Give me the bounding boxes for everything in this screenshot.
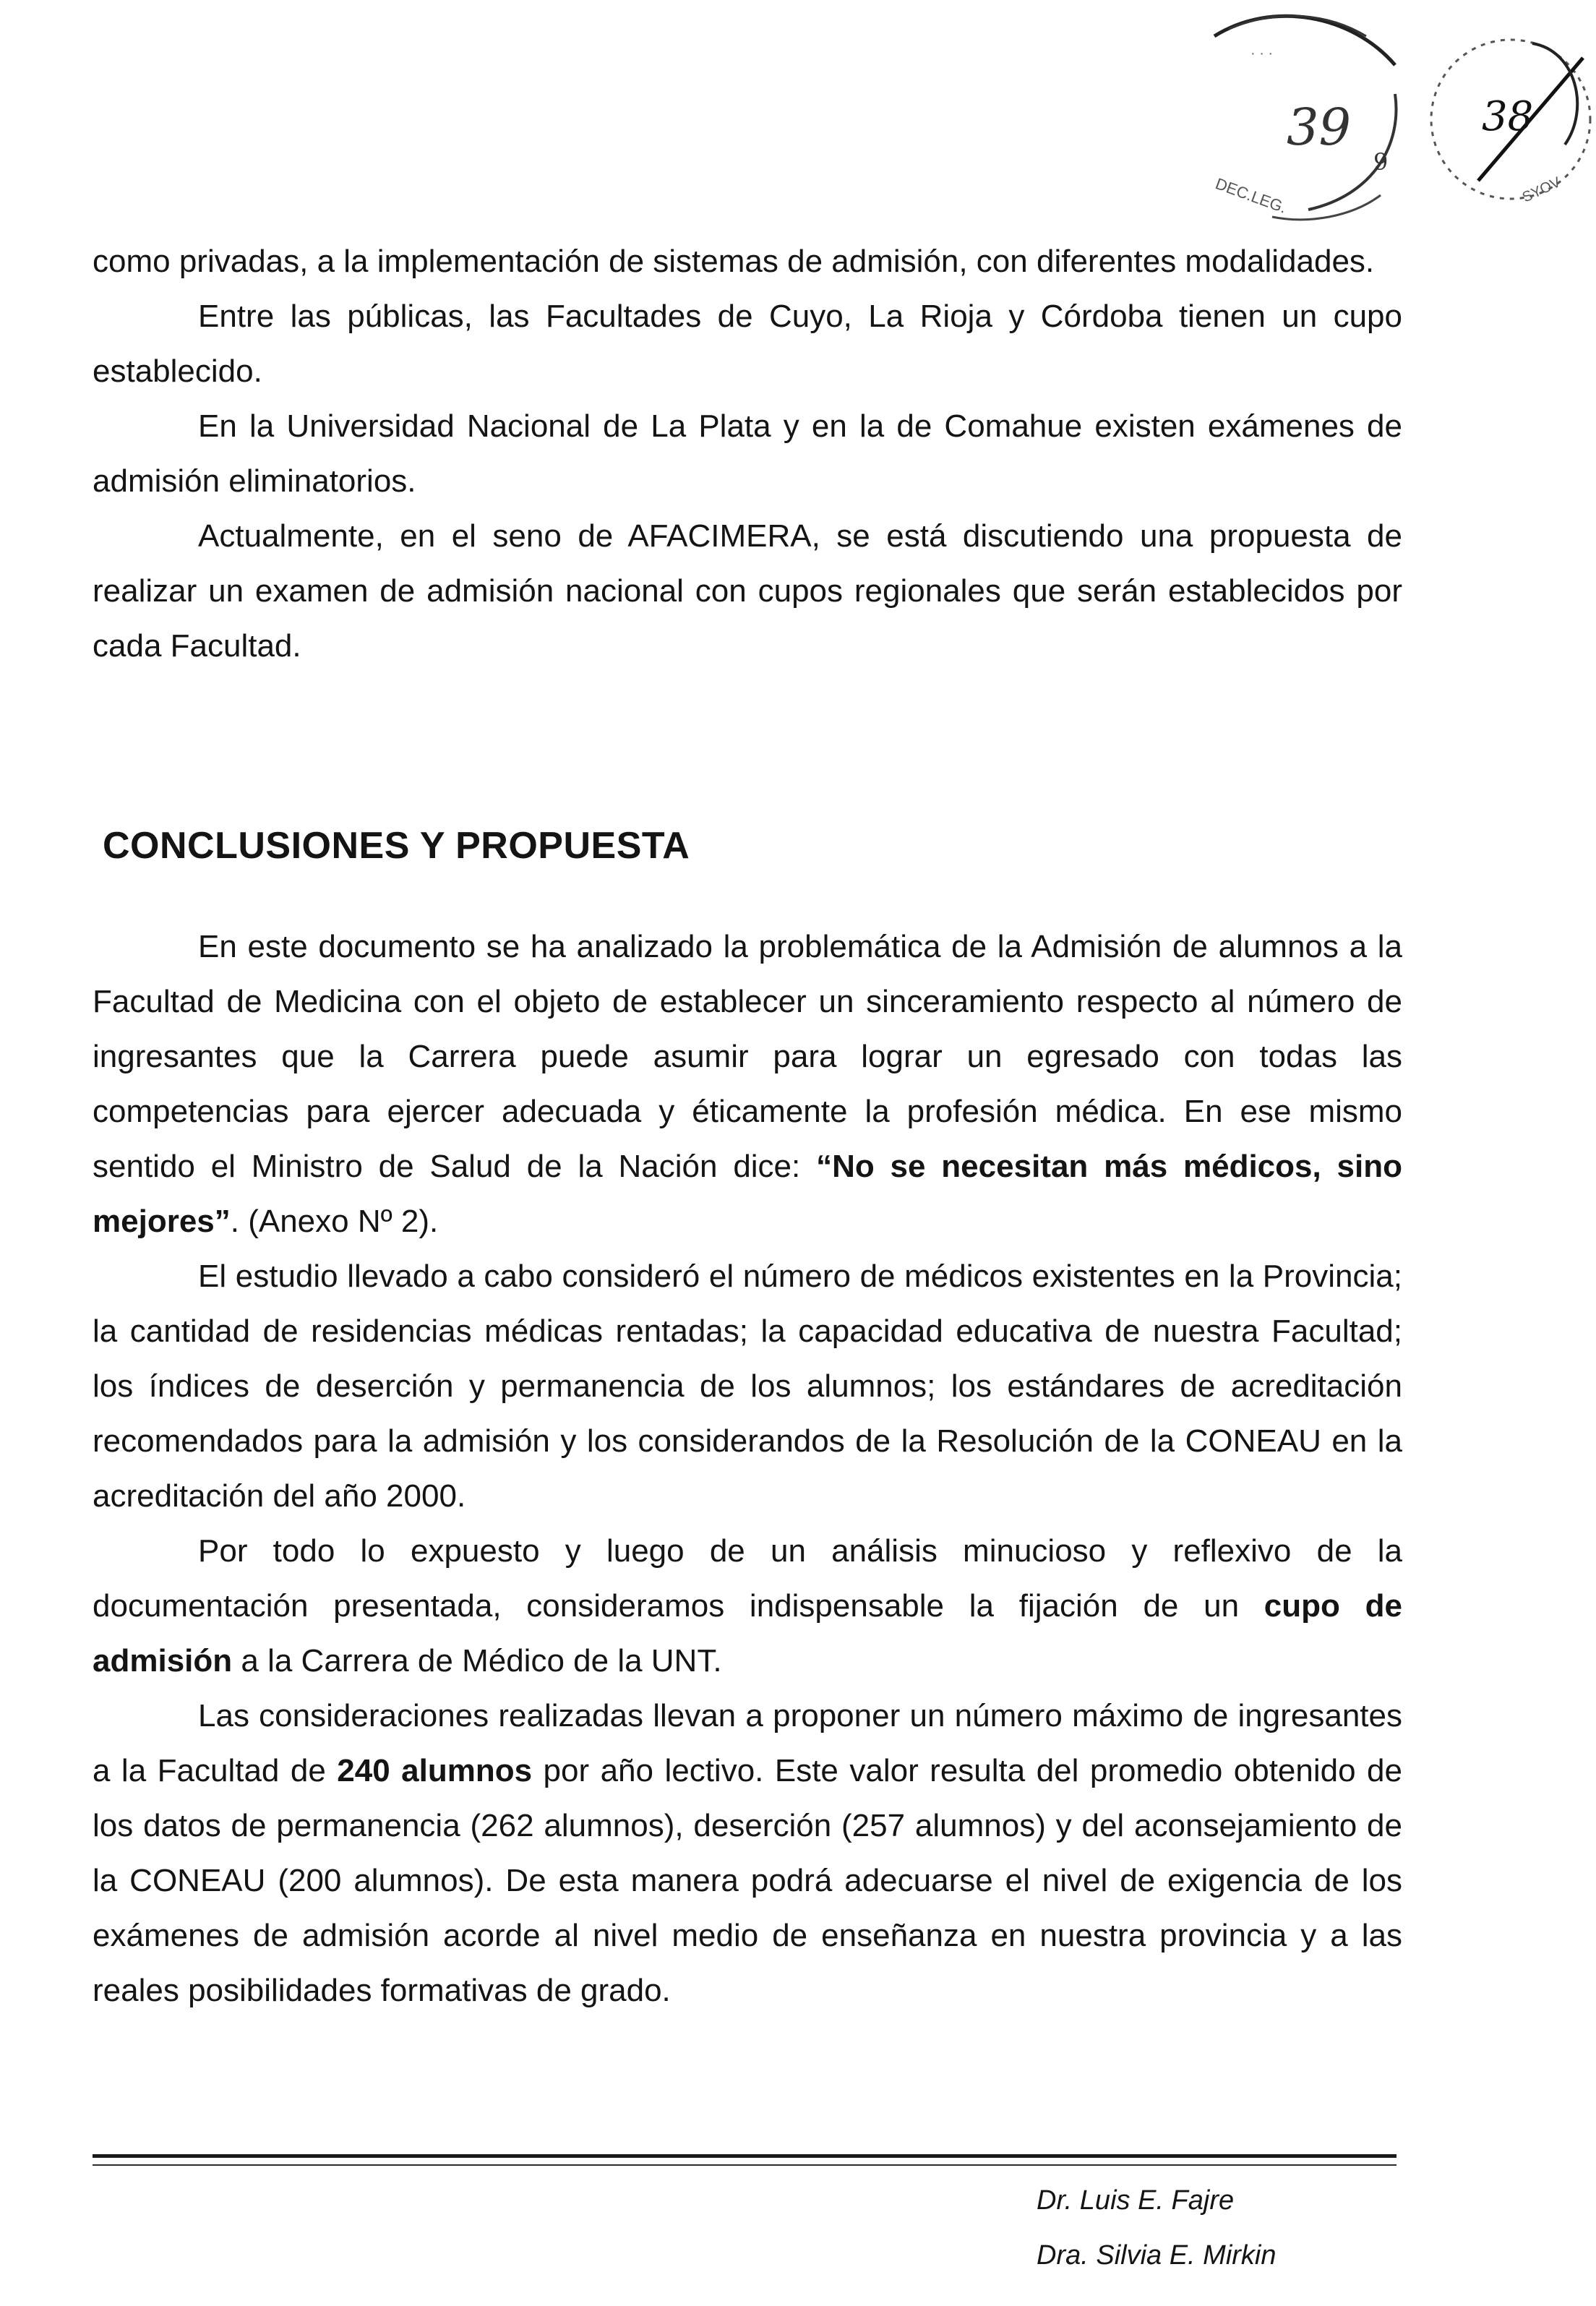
paragraph-proposal-text: Las consideraciones realizadas llevan a proponer un número máximo de ingresantes a la Facultad de	[93, 1698, 1402, 1788]
minister-quote: “No se necesitan más médicos, sino mejores”	[93, 1149, 1402, 1239]
paragraph-analysis-text: En este documento se ha analizado la problemática de la Admisión de alumnos a la Facultad de Medicina con el objeto de establecer un sinceramiento respecto al número de ingresantes que la Carrera puede asumir para lograr un egresado con todas las competencias para ejercer adecuada y éticamente la profesión médica. En ese mismo sentido el Ministro de Salud de la Nación dice:	[93, 929, 1402, 1184]
svg-text:· · ·: · · ·	[1250, 46, 1274, 61]
signatory-2: Dra. Silvia E. Mirkin	[1037, 2240, 1277, 2271]
official-seal-stamp	[1185, 7, 1431, 239]
paragraph-quota-end: a la Carrera de Médico de la UNT.	[232, 1643, 722, 1679]
paragraph-continuation: como privadas, a la implementación de sistemas de admisión, con diferentes modalidades.	[93, 244, 1375, 279]
paragraph-analysis	[93, 920, 1402, 1249]
paragraph-la-plata-comahue: En la Universidad Nacional de La Plata y en la de Comahue existen exámenes de admisión eliminatorios.	[93, 408, 1402, 499]
annex-reference: . (Anexo Nº 2).	[230, 1204, 439, 1239]
footer-divider-thin	[93, 2164, 1396, 2166]
paragraph-proposal-end: por año lectivo. Este valor resulta del promedio obtenido de los datos de permanencia (262 alumnos), deserción (257 alumnos) y del aconsejamiento de la CONEAU (200 alumnos). De esta manera podrá adecuarse el nivel de exigencia de los exámenes de admisión acorde al nivel medio de enseñanza en nuestra provincia y a las reales posibilidades formativas de grado.	[93, 1753, 1402, 2008]
official-seal-stamp-secondary	[1402, 29, 1596, 210]
stamp-number-right: 38	[1482, 93, 1534, 140]
section-heading: CONCLUSIONES Y PROPUESTA	[103, 825, 690, 867]
svg-text:DEC.LEG.: DEC.LEG.	[1213, 174, 1290, 217]
paragraph-public-universities: Entre las públicas, las Facultades de Cuyo, La Rioja y Córdoba tienen un cupo establecido.	[93, 299, 1402, 389]
paragraph-study: El estudio llevado a cabo consideró el número de médicos existentes en la Provincia; la cantidad de residencias médicas rentadas; la capacidad educativa de nuestra Facultad; los índices de deserción y permanencia de los alumnos; los estándares de acreditación recomendados para la admisión y los considerandos de la Resolución de la CONEAU en la acreditación del año 2000.	[93, 1259, 1402, 1514]
max-students-emphasis: 240 alumnos	[337, 1753, 533, 1788]
footer-divider	[93, 2154, 1396, 2158]
stamp-side-number: 9	[1373, 148, 1389, 176]
paragraph-quota-text: Por todo lo expuesto y luego de un análisis minucioso y reflexivo de la documentación presentada, consideramos indispensable la fijación de un	[93, 1533, 1402, 1624]
paragraph-proposal	[93, 1689, 1402, 2018]
paragraph-quota	[93, 1524, 1402, 1689]
paragraph-afacimera: Actualmente, en el seno de AFACIMERA, se está discutiendo una propuesta de realizar un examen de admisión nacional con cupos regionales que serán establecidos por cada Facultad.	[93, 518, 1402, 664]
signature-block	[1037, 2173, 1277, 2283]
signatory-1: Dr. Luis E. Fajre	[1037, 2185, 1235, 2216]
intro-text	[93, 234, 1402, 674]
quota-emphasis: cupo de admisión	[93, 1588, 1402, 1679]
stamp-number-left: 39	[1287, 98, 1352, 157]
svg-text:SYOV: SYOV	[1519, 174, 1563, 206]
conclusions-text	[93, 920, 1402, 2018]
